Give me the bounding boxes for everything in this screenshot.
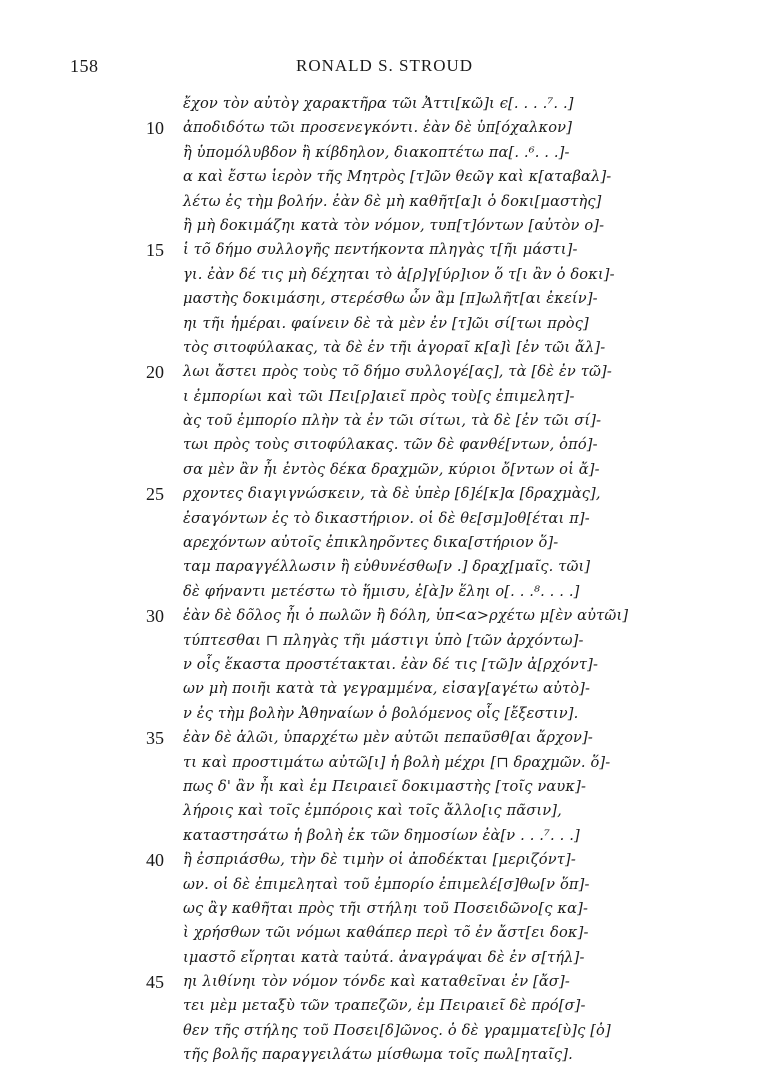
line-number: 40	[146, 850, 164, 871]
line-text: ἢ μὴ δοκιμάζηι κατὰ τὸν νόμον, τυπ[τ]όντων [αὐτὸν ο]-	[183, 216, 605, 234]
inscription-line	[0, 287, 777, 311]
inscription-line	[0, 92, 777, 116]
line-text: δὲ φήναντι μετέστω τὸ ἥμισυ, ἐ[ὰ]ν ἕληι ο[. . .⁸. . . .]	[183, 582, 580, 600]
inscription-line	[0, 531, 777, 555]
line-text: τει μὲμ μεταξὺ τῶν τραπεζῶν, ἐμ Πειραιεῖ δὲ πρό[σ]-	[183, 997, 586, 1015]
line-text: τι καὶ προστιμάτω αὐτῶ[ι] ἡ βολὴ μέχρι [⊓ δραχμῶν. ὅ]-	[183, 753, 611, 771]
inscription-line	[0, 873, 777, 897]
line-text: ἢ ὑπομόλυβδον ἢ κίβδηλον, διακοπτέτω πα[. .⁶. . .]-	[183, 143, 570, 161]
line-number: 25	[146, 484, 164, 505]
line-text: ὰς τοῦ ἐμπορίο πλὴν τὰ ἐν τῶι σίτωι, τὰ δὲ [ἐν τῶι σί]-	[183, 412, 602, 430]
inscription-line	[0, 458, 777, 482]
line-text: τὸς σιτοφύλακας, τὰ δὲ ἐν τῆι ἀγοραῖ κ[α]ὶ [ἐν τῶι ἄλ]-	[183, 338, 606, 356]
line-text: αρεχόντων αὐτοῖς ἐπικληρõντες δικα[στήριον ὅ]-	[183, 534, 559, 552]
line-text: ἐσαγόντων ἐς τὸ δικαστήριον. οἱ δὲ θε[σμ]οθ[έται π]-	[183, 509, 590, 527]
inscription-line	[0, 677, 777, 701]
line-text: ν ἐς τὴμ βολὴν Ἀθηναίων ὁ βολόμενος οἷς [ἔξεστιν].	[183, 704, 579, 722]
inscription-line	[0, 824, 777, 848]
inscription-line	[0, 433, 777, 457]
line-text: λωι ἄστει πρὸς τοὺς τõ δήμο συλλογέ[ας], τὰ [δὲ ἐν τῶ]-	[183, 363, 612, 381]
line-text: τωι πρὸς τοὺς σιτοφύλακας. τῶν δὲ φανθέ[ντων, ὁπό]-	[183, 436, 598, 454]
line-text: πως δ' ἂν ἦι καὶ ἐμ Πειραιεῖ δοκιμαστὴς [τοῖς ναυκ]-	[183, 777, 587, 795]
line-text: γι. ἐὰν δέ τις μὴ δέχηται τὸ ἀ[ρ]γ[ύρ]ιον ὅ τ[ι ἂν ὁ δοκι]-	[183, 265, 615, 283]
line-text: ως ἂγ καθῆται πρὸς τῆι στήληι τοῦ Ποσειδῶνο[ς κα]-	[183, 899, 589, 917]
inscription-text	[0, 92, 777, 1068]
line-text: ων. οἱ δὲ ἐπιμεληταὶ τοῦ ἐμπορίο ἐπιμελέ[σ]θω[ν ὅπ]-	[183, 875, 590, 893]
line-text: τῆς βολῆς παραγγειλάτω μίσθωμα τοῖς πωλ[ηταῖς].	[183, 1046, 573, 1064]
running-head	[0, 56, 777, 80]
inscription-line	[0, 629, 777, 653]
inscription-line	[0, 263, 777, 287]
inscription-line	[0, 214, 777, 238]
line-number: 10	[146, 118, 164, 139]
line-number: 35	[146, 728, 164, 749]
line-text: ἱ τõ δήμο συλλογῆς πεντήκοντα πληγὰς τ[ῆι μάστι]-	[183, 241, 578, 259]
line-text: ταμ παραγγέλλωσιν ἢ εὐθυνέσθω[ν .] δραχ[μαῖς. τῶι]	[183, 558, 591, 576]
line-text: τύπτεσθαι ⊓ πληγὰς τῆι μάστιγι ὑπὸ [τῶν ἀρχόντω]-	[183, 631, 584, 649]
line-text: μαστὴς δοκιμάσηι, στερέσθω ὧν ἂμ [π]ωλῆτ[αι ἐκείν]-	[183, 290, 598, 308]
inscription-line	[0, 799, 777, 823]
inscription-line	[0, 312, 777, 336]
line-text: καταστησάτω ἡ βολὴ ἐκ τῶν δημοσίων ἐὰ[ν . . .⁷. . .]	[183, 826, 580, 844]
running-head-author: RONALD S. STROUD	[296, 56, 474, 75]
inscription-line	[0, 970, 777, 994]
line-text: ηι λιθίνηι τὸν νόμον τόνδε καὶ καταθεῖναι ἐν [ἄσ]-	[183, 973, 570, 991]
line-text: θεν τῆς στήλης τοῦ Ποσει[δ]ῶνος. ὁ δὲ γραμματε[ὺ]ς [ὁ]	[183, 1021, 611, 1039]
inscription-line	[0, 751, 777, 775]
inscription-line	[0, 116, 777, 140]
inscription-line	[0, 409, 777, 433]
line-text: ων μὴ ποιῆι κατὰ τὰ γεγραμμένα, εἰσαγ[αγέτω αὐτὸ]-	[183, 680, 591, 698]
line-text: α καὶ ἔστω ἱερὸν τῆς Μητρὸς [τ]ῶν θεῶγ καὶ κ[αταβαλ]-	[183, 168, 612, 186]
inscription-line	[0, 921, 777, 945]
line-number: 45	[146, 972, 164, 993]
line-text: ἔχον τὸν αὐτὸγ χαρακτῆρα τῶι Ἀττι[κῶ]ι ϵ[. . . .⁷. .]	[183, 95, 574, 112]
line-number: 20	[146, 362, 164, 383]
inscription-line	[0, 702, 777, 726]
inscription-line	[0, 482, 777, 506]
line-text: ι ἐμπορίωι καὶ τῶι Πει[ρ]αιεῖ πρὸς τοὺ[ς ἐπιμελητ]-	[183, 387, 575, 405]
inscription-line	[0, 141, 777, 165]
line-text: ἢ ἐσπριάσθω, τὴν δὲ τιμὴν οἱ ἀποδέκται [μεριζόντ]-	[183, 851, 576, 869]
line-text: ν οἷς ἕκαστα προστέτακται. ἐὰν δέ τις [τῶ]ν ἀ[ρχόντ]-	[183, 655, 599, 673]
inscription-line	[0, 360, 777, 384]
inscription-line	[0, 385, 777, 409]
line-text: ἐὰν δὲ δõλος ἦι ὁ πωλῶν ἢ δόλη, ὑπ<α>ρχέτω μ[ὲν αὐτῶι]	[183, 607, 629, 625]
inscription-line	[0, 726, 777, 750]
inscription-line	[0, 653, 777, 677]
inscription-line	[0, 1043, 777, 1067]
page-number: 158	[70, 56, 99, 76]
line-text: λέτω ἐς τὴμ βολήν. ἐὰν δὲ μὴ καθῆτ[α]ι ὁ δοκι[μαστὴς]	[183, 192, 602, 210]
inscription-line	[0, 507, 777, 531]
line-number: 30	[146, 606, 164, 627]
inscription-line	[0, 1019, 777, 1043]
inscription-line	[0, 897, 777, 921]
inscription-line	[0, 775, 777, 799]
line-text: σα μὲν ἂν ἦι ἐντὸς δέκα δραχμῶν, κύριοι ὄ[ντων οἱ ἄ]-	[183, 460, 600, 478]
inscription-line	[0, 946, 777, 970]
line-text: ἐὰν δὲ ἁλῶι, ὑπαρχέτω μὲν αὐτῶι πεπαῦσθ[αι ἄρχον]-	[183, 729, 593, 747]
inscription-line	[0, 190, 777, 214]
inscription-line	[0, 604, 777, 628]
line-text: ἀποδιδότω τῶι προσενεγκόντι. ἐὰν δὲ ὑπ[όχαλκον]	[183, 119, 573, 137]
line-text: ηι τῆι ἡμέραι. φαίνειν δὲ τὰ μὲν ἐν [τ]ῶι σί[τωι πρὸς]	[183, 314, 589, 332]
inscription-line	[0, 238, 777, 262]
line-text: λήροις καὶ τοῖς ἐμπόροις καὶ τοῖς ἄλλο[ις πᾶσιν],	[183, 802, 562, 820]
inscription-line	[0, 580, 777, 604]
inscription-line	[0, 994, 777, 1018]
inscription-line	[0, 848, 777, 872]
inscription-line	[0, 336, 777, 360]
line-number: 15	[146, 240, 164, 261]
inscription-line	[0, 555, 777, 579]
inscription-line	[0, 165, 777, 189]
line-text: ὶ χρήσθων τῶι νόμωι καθάπερ περὶ τõ ἐν ἄστ[ει δοκ]-	[183, 924, 589, 942]
line-text: ιμαστõ εἴρηται κατὰ ταὐτά. ἀναγράψαι δὲ ἐν σ[τήλ]-	[183, 948, 585, 966]
line-text: ρχοντες διαγιγνώσκειν, τὰ δὲ ὑπὲρ [δ]έ[κ]α [δραχμὰς],	[183, 485, 601, 503]
